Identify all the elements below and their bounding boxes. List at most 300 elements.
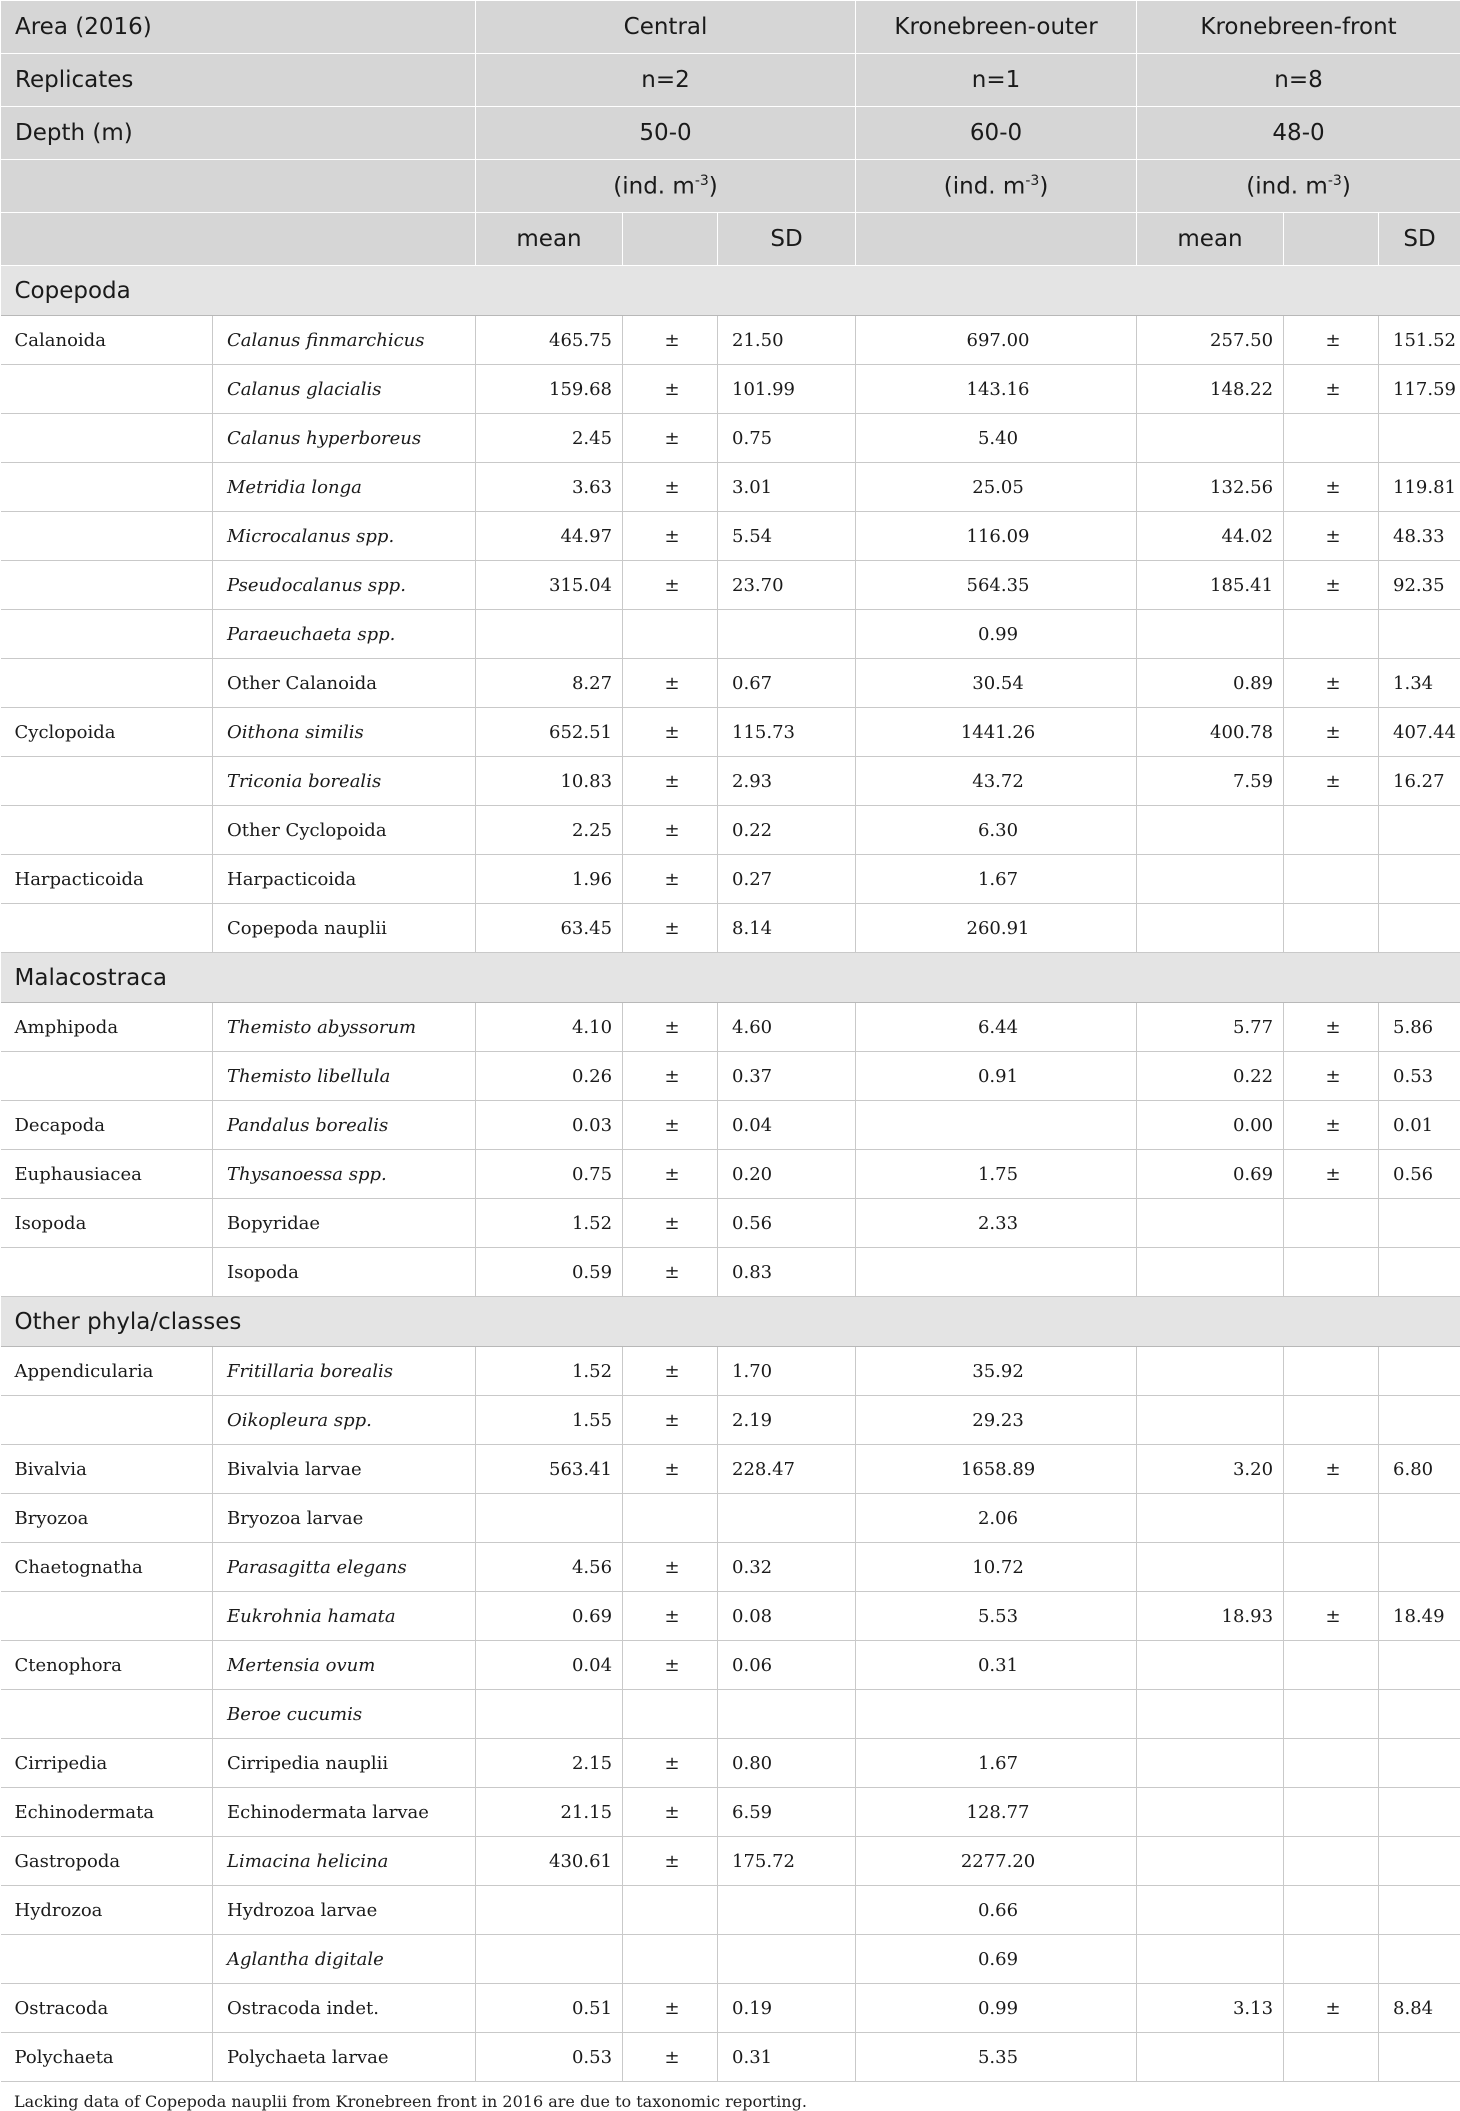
central-sd-cell: 0.31 [718,2033,856,2082]
table-row [1,1445,1460,1494]
kronebreen-outer-cell: 2.06 [856,1494,1137,1543]
central-mean-cell: 4.56 [476,1543,623,1592]
species-cell: Polychaeta larvae [213,2033,476,2082]
kronebreen-front-pm-cell [1284,855,1379,904]
central-sd-cell: 6.59 [718,1788,856,1837]
kronebreen-front-depth: 48-0 [1137,107,1460,160]
table-row [1,1886,1460,1935]
table-row [1,1984,1460,2033]
table-row [1,855,1460,904]
table-row [1,1935,1460,1984]
table-row [1,659,1460,708]
species-cell: Parasagitta elegans [213,1543,476,1592]
species-cell: Pandalus borealis [213,1101,476,1150]
central-sd-cell: 0.20 [718,1150,856,1199]
group-cell: Decapoda [1,1101,213,1150]
kronebreen-front-sd-cell: 18.49 [1379,1592,1460,1641]
central-pm-cell: ± [623,1248,718,1297]
kronebreen-front-mean-label: mean [1137,213,1284,266]
kronebreen-front-mean-cell [1137,1788,1284,1837]
kronebreen-outer-cell [856,1101,1137,1150]
species-cell: Themisto libellula [213,1052,476,1101]
group-cell [1,365,213,414]
table-row [1,610,1460,659]
kronebreen-front-pm-cell [1284,1935,1379,1984]
group-cell [1,1935,213,1984]
central-pm-cell: ± [623,1052,718,1101]
kronebreen-front-mean-cell [1137,1837,1284,1886]
kronebreen-front-mean-cell: 7.59 [1137,757,1284,806]
kronebreen-front-pm-cell [1284,1248,1379,1297]
table-row [1,1101,1460,1150]
header-row-replicates [1,54,1460,107]
central-sd-cell: 0.56 [718,1199,856,1248]
table-row [1,757,1460,806]
kronebreen-outer-cell: 2277.20 [856,1837,1137,1886]
species-cell: Thysanoessa spp. [213,1150,476,1199]
central-mean-cell: 4.10 [476,1003,623,1052]
section-title: Copepoda [1,266,1460,316]
kronebreen-outer-cell [856,1248,1137,1297]
central-pm-cell: ± [623,1739,718,1788]
kronebreen-front-pm-cell [1284,2033,1379,2082]
group-cell [1,1396,213,1445]
group-cell: Bivalvia [1,1445,213,1494]
central-mean-cell: 1.52 [476,1347,623,1396]
kronebreen-front-sd-cell [1379,1739,1460,1788]
central-mean-cell: 44.97 [476,512,623,561]
species-cell: Triconia borealis [213,757,476,806]
kronebreen-outer-cell: 1.67 [856,1739,1137,1788]
kronebreen-front-pm-cell: ± [1284,1150,1379,1199]
species-cell: Calanus glacialis [213,365,476,414]
species-cell: Copepoda nauplii [213,904,476,953]
central-mean-cell: 315.04 [476,561,623,610]
kronebreen-front-sd-cell [1379,1248,1460,1297]
central-pm-cell: ± [623,1150,718,1199]
kronebreen-front-mean-cell: 5.77 [1137,1003,1284,1052]
kronebreen-outer-cell: 1441.26 [856,708,1137,757]
central-sd-cell [718,610,856,659]
kronebreen-outer-cell: 0.99 [856,1984,1137,2033]
central-pm-cell: ± [623,1396,718,1445]
kronebreen-front-pm-cell: ± [1284,1003,1379,1052]
table-row [1,708,1460,757]
kronebreen-outer-cell: 10.72 [856,1543,1137,1592]
table-row [1,1347,1460,1396]
species-cell: Bryozoa larvae [213,1494,476,1543]
group-cell [1,561,213,610]
kronebreen-front-pm-cell: ± [1284,1101,1379,1150]
central-sd-cell [718,1886,856,1935]
kronebreen-front-sd-cell [1379,904,1460,953]
group-cell: Ctenophora [1,1641,213,1690]
central-pm-cell: ± [623,365,718,414]
central-pm-cell [623,610,718,659]
table-row [1,1199,1460,1248]
kronebreen-front-mean-cell: 0.89 [1137,659,1284,708]
group-cell [1,1248,213,1297]
table-row [1,512,1460,561]
section-header-row [1,266,1460,316]
central-mean-cell: 2.15 [476,1739,623,1788]
central-pm-cell [623,1690,718,1739]
section-header-row [1,953,1460,1003]
kronebreen-front-mean-cell: 148.22 [1137,365,1284,414]
kronebreen-front-replicates: n=8 [1137,54,1460,107]
kronebreen-outer-cell: 2.33 [856,1199,1137,1248]
table-row [1,1592,1460,1641]
group-cell: Isopoda [1,1199,213,1248]
kronebreen-front-mean-cell: 0.69 [1137,1150,1284,1199]
table-row [1,316,1460,365]
kronebreen-front-pm-cell [1284,1199,1379,1248]
central-mean-cell: 563.41 [476,1445,623,1494]
kronebreen-front-pm-cell [1284,1886,1379,1935]
kronebreen-front-sd-label: SD [1379,213,1460,266]
central-pm-cell: ± [623,904,718,953]
central-pm-cell: ± [623,1984,718,2033]
kronebreen-outer-cell: 564.35 [856,561,1137,610]
kronebreen-outer-cell: 143.16 [856,365,1137,414]
group-cell: Calanoida [1,316,213,365]
central-pm-cell: ± [623,1003,718,1052]
central-sd-label: SD [718,213,856,266]
kronebreen-front-sd-cell: 92.35 [1379,561,1460,610]
group-cell [1,414,213,463]
central-header: Central [476,1,856,54]
central-mean-cell: 0.51 [476,1984,623,2033]
kronebreen-outer-cell: 0.31 [856,1641,1137,1690]
kronebreen-front-sd-cell: 0.56 [1379,1150,1460,1199]
central-sd-cell: 4.60 [718,1003,856,1052]
central-pm-cell [623,1935,718,1984]
kronebreen-front-pm-cell [1284,1347,1379,1396]
species-cell: Isopoda [213,1248,476,1297]
kronebreen-outer-cell: 0.66 [856,1886,1137,1935]
central-pm-cell: ± [623,1101,718,1150]
group-cell [1,1690,213,1739]
table-row [1,1003,1460,1052]
kronebreen-front-mean-cell [1137,806,1284,855]
kronebreen-front-sd-cell: 6.80 [1379,1445,1460,1494]
kronebreen-outer-cell: 0.99 [856,610,1137,659]
central-pm-cell: ± [623,806,718,855]
kronebreen-outer-cell: 697.00 [856,316,1137,365]
central-mean-cell: 0.03 [476,1101,623,1150]
central-mean-label: mean [476,213,623,266]
group-cell [1,463,213,512]
central-pm-cell: ± [623,757,718,806]
group-cell: Cirripedia [1,1739,213,1788]
kronebreen-outer-cell: 5.53 [856,1592,1137,1641]
kronebreen-outer-cell: 6.30 [856,806,1137,855]
central-mean-cell: 3.63 [476,463,623,512]
kronebreen-front-mean-cell: 400.78 [1137,708,1284,757]
kronebreen-front-sd-cell: 0.53 [1379,1052,1460,1101]
kronebreen-outer-units: (ind. $m^{-3}$) [856,160,1137,213]
central-pm-cell: ± [623,855,718,904]
central-pm-cell: ± [623,1641,718,1690]
kronebreen-front-mean-cell [1137,855,1284,904]
kronebreen-outer-stats-blank [856,213,1137,266]
central-mean-cell [476,1494,623,1543]
group-cell: Hydrozoa [1,1886,213,1935]
kronebreen-front-pm-cell: ± [1284,757,1379,806]
group-cell: Ostracoda [1,1984,213,2033]
central-pm-cell: ± [623,2033,718,2082]
kronebreen-front-sd-cell: 5.86 [1379,1003,1460,1052]
kronebreen-outer-cell: 6.44 [856,1003,1137,1052]
table-row [1,1690,1460,1739]
group-cell [1,1592,213,1641]
central-sd-cell: 0.67 [718,659,856,708]
kronebreen-front-mean-cell [1137,1347,1284,1396]
kronebreen-front-sd-cell [1379,1543,1460,1592]
kronebreen-front-units: (ind. $m^{-3}$) [1137,160,1460,213]
kronebreen-front-pm-cell: ± [1284,1592,1379,1641]
central-sd-cell: 0.27 [718,855,856,904]
central-mean-cell: 0.75 [476,1150,623,1199]
kronebreen-front-mean-cell: 0.00 [1137,1101,1284,1150]
central-mean-cell: 0.04 [476,1641,623,1690]
kronebreen-front-mean-cell: 18.93 [1137,1592,1284,1641]
kronebreen-front-pm-cell [1284,806,1379,855]
kronebreen-outer-cell: 260.91 [856,904,1137,953]
group-cell [1,1052,213,1101]
species-cell: Oikopleura spp. [213,1396,476,1445]
kronebreen-front-mean-cell: 132.56 [1137,463,1284,512]
species-cell: Limacina helicina [213,1837,476,1886]
kronebreen-front-mean-cell: 0.22 [1137,1052,1284,1101]
kronebreen-front-sd-cell [1379,806,1460,855]
species-cell: Themisto abyssorum [213,1003,476,1052]
central-sd-cell: 0.22 [718,806,856,855]
central-sd-cell: 5.54 [718,512,856,561]
species-cell: Other Cyclopoida [213,806,476,855]
species-cell: Microcalanus spp. [213,512,476,561]
group-cell: Echinodermata [1,1788,213,1837]
central-mean-cell: 1.55 [476,1396,623,1445]
kronebreen-outer-cell: 43.72 [856,757,1137,806]
table-row [1,365,1460,414]
group-cell [1,610,213,659]
central-sd-cell: 0.06 [718,1641,856,1690]
species-cell: Oithona similis [213,708,476,757]
kronebreen-front-mean-cell [1137,1690,1284,1739]
group-cell: Gastropoda [1,1837,213,1886]
kronebreen-front-pm-cell [1284,1494,1379,1543]
table-row [1,2033,1460,2082]
table-row [1,1837,1460,1886]
kronebreen-front-sd-cell: 16.27 [1379,757,1460,806]
central-pm-cell: ± [623,512,718,561]
kronebreen-front-sd-cell: 407.44 [1379,708,1460,757]
kronebreen-front-pm-cell: ± [1284,512,1379,561]
kronebreen-front-pm-cell: ± [1284,561,1379,610]
species-cell: Fritillaria borealis [213,1347,476,1396]
kronebreen-front-mean-cell: 185.41 [1137,561,1284,610]
kronebreen-front-sd-cell [1379,1396,1460,1445]
table-footnote: Lacking data of Copepoda nauplii from Kronebreen front in 2016 are due to taxonomic reporting. [0,2082,1460,2111]
kronebreen-front-pm-cell [1284,610,1379,659]
kronebreen-front-mean-cell [1137,2033,1284,2082]
kronebreen-outer-cell: 25.05 [856,463,1137,512]
stats-blank [1,213,476,266]
kronebreen-front-mean-cell [1137,1543,1284,1592]
central-sd-cell: 0.75 [718,414,856,463]
kronebreen-outer-cell: 35.92 [856,1347,1137,1396]
central-sd-cell: 2.19 [718,1396,856,1445]
kronebreen-outer-cell: 1.67 [856,855,1137,904]
central-sd-cell [718,1935,856,1984]
species-cell: Other Calanoida [213,659,476,708]
kronebreen-front-pm-cell: ± [1284,1445,1379,1494]
kronebreen-front-pm-cell [1284,1543,1379,1592]
group-cell: Polychaeta [1,2033,213,2082]
central-sd-cell [718,1690,856,1739]
kronebreen-front-sd-cell [1379,1494,1460,1543]
central-sd-cell: 0.04 [718,1101,856,1150]
kronebreen-outer-cell: 0.91 [856,1052,1137,1101]
central-pm-cell: ± [623,1543,718,1592]
central-mean-cell: 159.68 [476,365,623,414]
kronebreen-front-pm-cell [1284,414,1379,463]
central-sd-cell: 115.73 [718,708,856,757]
central-mean-cell: 0.53 [476,2033,623,2082]
kronebreen-outer-cell: 5.40 [856,414,1137,463]
kronebreen-front-mean-cell: 257.50 [1137,316,1284,365]
central-sd-cell: 0.32 [718,1543,856,1592]
table-row [1,414,1460,463]
kronebreen-front-pm-cell [1284,904,1379,953]
species-cell: Paraeuchaeta spp. [213,610,476,659]
table-row [1,561,1460,610]
central-mean-cell: 0.26 [476,1052,623,1101]
central-mean-cell: 63.45 [476,904,623,953]
group-cell: Euphausiacea [1,1150,213,1199]
central-sd-cell: 0.80 [718,1739,856,1788]
central-mean-cell: 1.96 [476,855,623,904]
species-cell: Cirripedia nauplii [213,1739,476,1788]
species-cell: Aglantha digitale [213,1935,476,1984]
kronebreen-front-pm-blank [1284,213,1379,266]
table-row [1,1494,1460,1543]
kronebreen-front-pm-cell [1284,1788,1379,1837]
central-pm-cell [623,1886,718,1935]
kronebreen-outer-replicates: n=1 [856,54,1137,107]
species-cell: Beroe cucumis [213,1690,476,1739]
group-cell [1,659,213,708]
kronebreen-front-pm-cell [1284,1396,1379,1445]
table-row [1,1739,1460,1788]
kronebreen-outer-cell: 1658.89 [856,1445,1137,1494]
kronebreen-front-sd-cell [1379,1886,1460,1935]
kronebreen-front-pm-cell: ± [1284,365,1379,414]
species-cell: Metridia longa [213,463,476,512]
central-sd-cell: 175.72 [718,1837,856,1886]
kronebreen-front-sd-cell [1379,855,1460,904]
kronebreen-front-pm-cell [1284,1690,1379,1739]
central-sd-cell: 23.70 [718,561,856,610]
kronebreen-front-mean-cell [1137,1641,1284,1690]
group-cell [1,806,213,855]
central-pm-cell: ± [623,414,718,463]
central-pm-cell: ± [623,708,718,757]
kronebreen-front-sd-cell [1379,1788,1460,1837]
group-cell: Cyclopoida [1,708,213,757]
kronebreen-outer-cell: 116.09 [856,512,1137,561]
kronebreen-front-sd-cell [1379,1641,1460,1690]
table-row [1,463,1460,512]
header-row-depth [1,107,1460,160]
species-cell: Calanus finmarchicus [213,316,476,365]
central-pm-cell [623,1494,718,1543]
central-depth: 50-0 [476,107,856,160]
table-row [1,1788,1460,1837]
group-cell: Chaetognatha [1,1543,213,1592]
central-mean-cell [476,610,623,659]
table-row [1,1543,1460,1592]
central-sd-cell [718,1494,856,1543]
central-pm-cell: ± [623,1199,718,1248]
central-mean-cell [476,1935,623,1984]
central-sd-cell: 0.08 [718,1592,856,1641]
area-label: Area (2016) [1,1,476,54]
kronebreen-outer-depth: 60-0 [856,107,1137,160]
kronebreen-outer-cell: 0.69 [856,1935,1137,1984]
central-pm-cell: ± [623,316,718,365]
kronebreen-front-mean-cell [1137,1248,1284,1297]
central-units: (ind. $m^{-3}$) [476,160,856,213]
central-mean-cell: 21.15 [476,1788,623,1837]
central-pm-blank [623,213,718,266]
central-pm-cell: ± [623,1592,718,1641]
table-body [1,266,1460,2082]
central-pm-cell: ± [623,1347,718,1396]
kronebreen-front-mean-cell [1137,1886,1284,1935]
kronebreen-front-pm-cell: ± [1284,463,1379,512]
central-sd-cell: 228.47 [718,1445,856,1494]
kronebreen-front-sd-cell: 117.59 [1379,365,1460,414]
kronebreen-front-pm-cell [1284,1739,1379,1788]
kronebreen-front-pm-cell: ± [1284,708,1379,757]
kronebreen-front-mean-cell: 3.13 [1137,1984,1284,2033]
header-row-units [1,160,1460,213]
group-cell [1,512,213,561]
kronebreen-front-mean-cell [1137,1935,1284,1984]
species-cell: Calanus hyperboreus [213,414,476,463]
kronebreen-outer-cell: 1.75 [856,1150,1137,1199]
kronebreen-front-sd-cell [1379,1690,1460,1739]
kronebreen-outer-cell: 30.54 [856,659,1137,708]
central-pm-cell: ± [623,1445,718,1494]
kronebreen-front-mean-cell [1137,904,1284,953]
header-row-area [1,1,1460,54]
group-cell: Amphipoda [1,1003,213,1052]
kronebreen-front-sd-cell: 48.33 [1379,512,1460,561]
table-row [1,1150,1460,1199]
kronebreen-front-sd-cell [1379,610,1460,659]
table-row [1,1396,1460,1445]
table-row [1,1052,1460,1101]
group-cell: Appendicularia [1,1347,213,1396]
group-cell: Harpacticoida [1,855,213,904]
central-pm-cell: ± [623,1837,718,1886]
table-row [1,1641,1460,1690]
kronebreen-outer-cell: 5.35 [856,2033,1137,2082]
kronebreen-front-mean-cell [1137,1494,1284,1543]
